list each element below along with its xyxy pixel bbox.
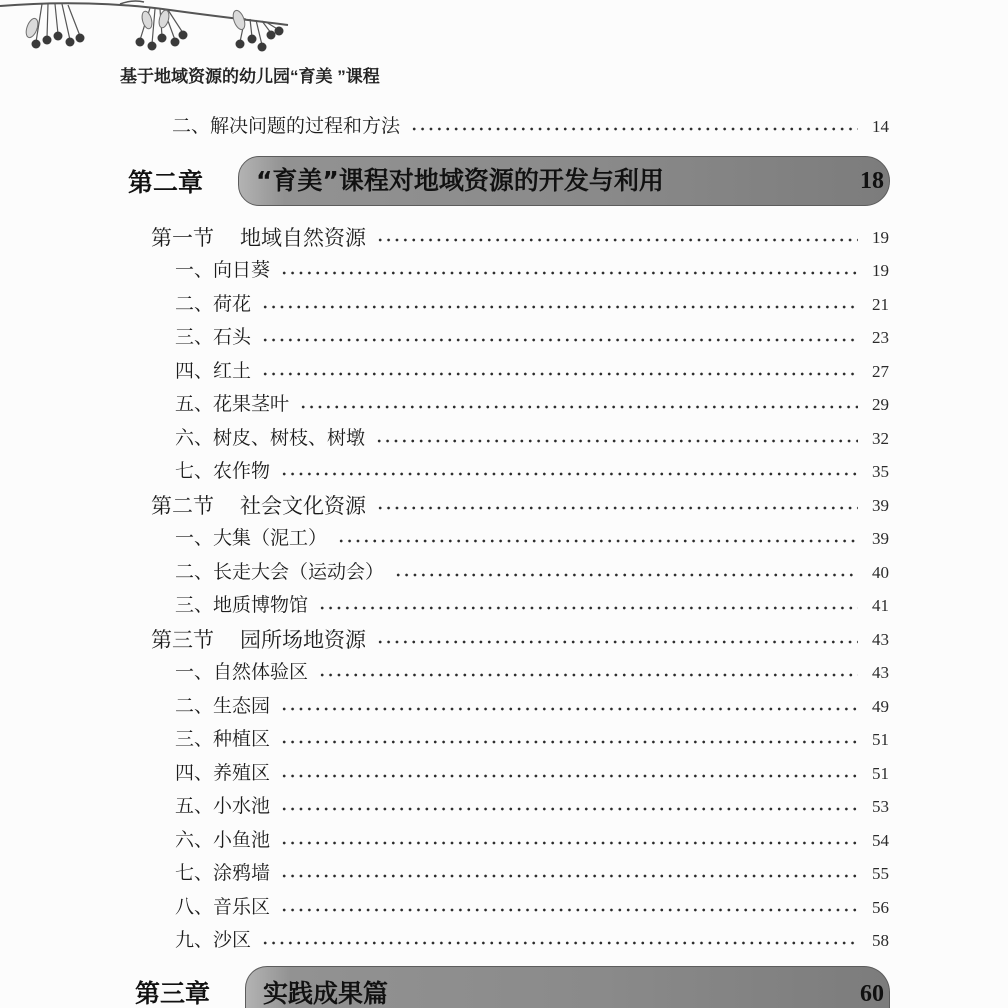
toc-page-number: 41 (872, 596, 889, 616)
toc-page-number: 39 (872, 495, 889, 515)
berry-icon (32, 27, 284, 52)
toc-item-label: 二、生态园 (175, 695, 271, 717)
toc-item-row (0, 322, 889, 356)
dot-leader (394, 572, 858, 578)
toc-item-label: 七、农作物 (175, 461, 271, 483)
toc-page-number: 54 (872, 830, 889, 850)
dot-leader (261, 940, 858, 946)
toc-item-label: 九、沙区 (175, 930, 252, 952)
toc-item-label: 五、花果茎叶 (175, 394, 290, 416)
dot-leader (280, 840, 858, 846)
toc-item-label: 二、解决问题的过程和方法 (172, 115, 401, 137)
toc-page-number: 19 (872, 261, 889, 281)
toc-item-row (0, 523, 889, 557)
toc-item-label: 六、小鱼池 (175, 829, 271, 851)
chapter-page-number: 60 (860, 981, 884, 1007)
toc-section-row (0, 221, 889, 255)
toc-page-number: 23 (872, 328, 889, 348)
section-title: 社会文化资源 (240, 493, 366, 518)
toc-item-row (0, 110, 889, 144)
chapter-page-number: 18 (860, 168, 884, 194)
toc-page-number: 43 (872, 663, 889, 683)
chapter-label: 第二章 (128, 168, 204, 197)
toc-item-label: 二、长走大会（运动会） (175, 561, 385, 583)
toc-page-number: 29 (872, 395, 889, 415)
toc-item-label: 三、地质博物馆 (175, 595, 309, 617)
toc-page-number: 55 (872, 864, 889, 884)
toc-item-label: 五、小水池 (175, 796, 271, 818)
section-title: 园所场地资源 (240, 627, 366, 652)
toc-page-number: 56 (872, 897, 889, 917)
dot-leader (261, 304, 858, 310)
section-number: 第一节 (151, 225, 214, 250)
chapter-label: 第三章 (135, 979, 211, 1008)
dot-leader (337, 538, 858, 544)
dot-leader (261, 337, 858, 343)
toc-item-row (0, 757, 889, 791)
toc-section-row (0, 489, 889, 523)
toc-item-label: 一、向日葵 (175, 260, 271, 282)
toc-item-row (0, 690, 889, 724)
section-number: 第三节 (151, 627, 214, 652)
toc-item-label: 三、种植区 (175, 729, 271, 751)
toc-item-label: 四、红土 (175, 360, 252, 382)
toc-page-number: 21 (872, 294, 889, 314)
toc-page-number: 14 (872, 116, 889, 136)
dot-leader (280, 471, 858, 477)
toc-item-row (0, 724, 889, 758)
dot-leader (318, 672, 858, 678)
toc-item-label: 三、石头 (175, 327, 252, 349)
dot-leader (280, 270, 858, 276)
toc-item-label: 七、涂鸦墙 (175, 863, 271, 885)
toc-page-number: 49 (872, 696, 889, 716)
toc-item-row (0, 791, 889, 825)
dot-leader (261, 371, 858, 377)
branch-with-berries-icon (0, 0, 290, 58)
dot-leader (376, 237, 858, 243)
dot-leader (375, 438, 858, 444)
toc-item-row (0, 858, 889, 892)
toc-page-number: 58 (872, 931, 889, 951)
dot-leader (299, 404, 858, 410)
toc-item-label: 八、音乐区 (175, 896, 271, 918)
toc-item-label: 一、大集（泥工） (175, 528, 328, 550)
chapter-title: “育美”课程对地域资源的开发与利用 (256, 166, 664, 195)
toc-item-label: 二、荷花 (175, 293, 252, 315)
toc-item-label: 一、自然体验区 (175, 662, 309, 684)
dot-leader (318, 605, 858, 611)
toc-item-row (0, 824, 889, 858)
toc-item-row (0, 255, 889, 289)
running-header: 基于地域资源的幼儿园“育美 ”课程 (120, 67, 380, 86)
chapter-title: 实践成果篇 (263, 979, 389, 1008)
toc-page-number: 53 (872, 797, 889, 817)
section-title: 地域自然资源 (240, 225, 366, 250)
dot-leader (280, 773, 858, 779)
toc-page-number: 32 (872, 428, 889, 448)
toc-item-row (0, 422, 889, 456)
dot-leader (280, 739, 858, 745)
toc-item-row (0, 657, 889, 691)
dot-leader (280, 706, 858, 712)
toc-item-row (0, 925, 889, 959)
toc-page-number: 35 (872, 462, 889, 482)
toc-item-row (0, 288, 889, 322)
toc-item-row (0, 556, 889, 590)
chapter-banner (238, 156, 890, 206)
toc-list (0, 221, 889, 958)
toc-item-row (0, 891, 889, 925)
toc-page-number: 40 (872, 562, 889, 582)
dot-leader (280, 907, 858, 913)
dot-leader (280, 806, 858, 812)
dot-leader (376, 639, 858, 645)
dot-leader (410, 126, 858, 132)
toc-page-number: 43 (872, 629, 889, 649)
toc-item-row (0, 456, 889, 490)
chapter-banner (245, 966, 890, 1008)
toc-page-number: 51 (872, 763, 889, 783)
toc-item-row (0, 355, 889, 389)
toc-page-number: 51 (872, 730, 889, 750)
toc-item-row (0, 389, 889, 423)
toc-section-row (0, 623, 889, 657)
toc-page-number: 39 (872, 529, 889, 549)
toc-page-number: 27 (872, 361, 889, 381)
toc-item-label: 六、树皮、树枝、树墩 (175, 427, 366, 449)
dot-leader (280, 873, 858, 879)
toc-item-row (0, 590, 889, 624)
dot-leader (376, 505, 858, 511)
section-number: 第二节 (151, 493, 214, 518)
toc-item-label: 四、养殖区 (175, 762, 271, 784)
toc-page-number: 19 (872, 227, 889, 247)
